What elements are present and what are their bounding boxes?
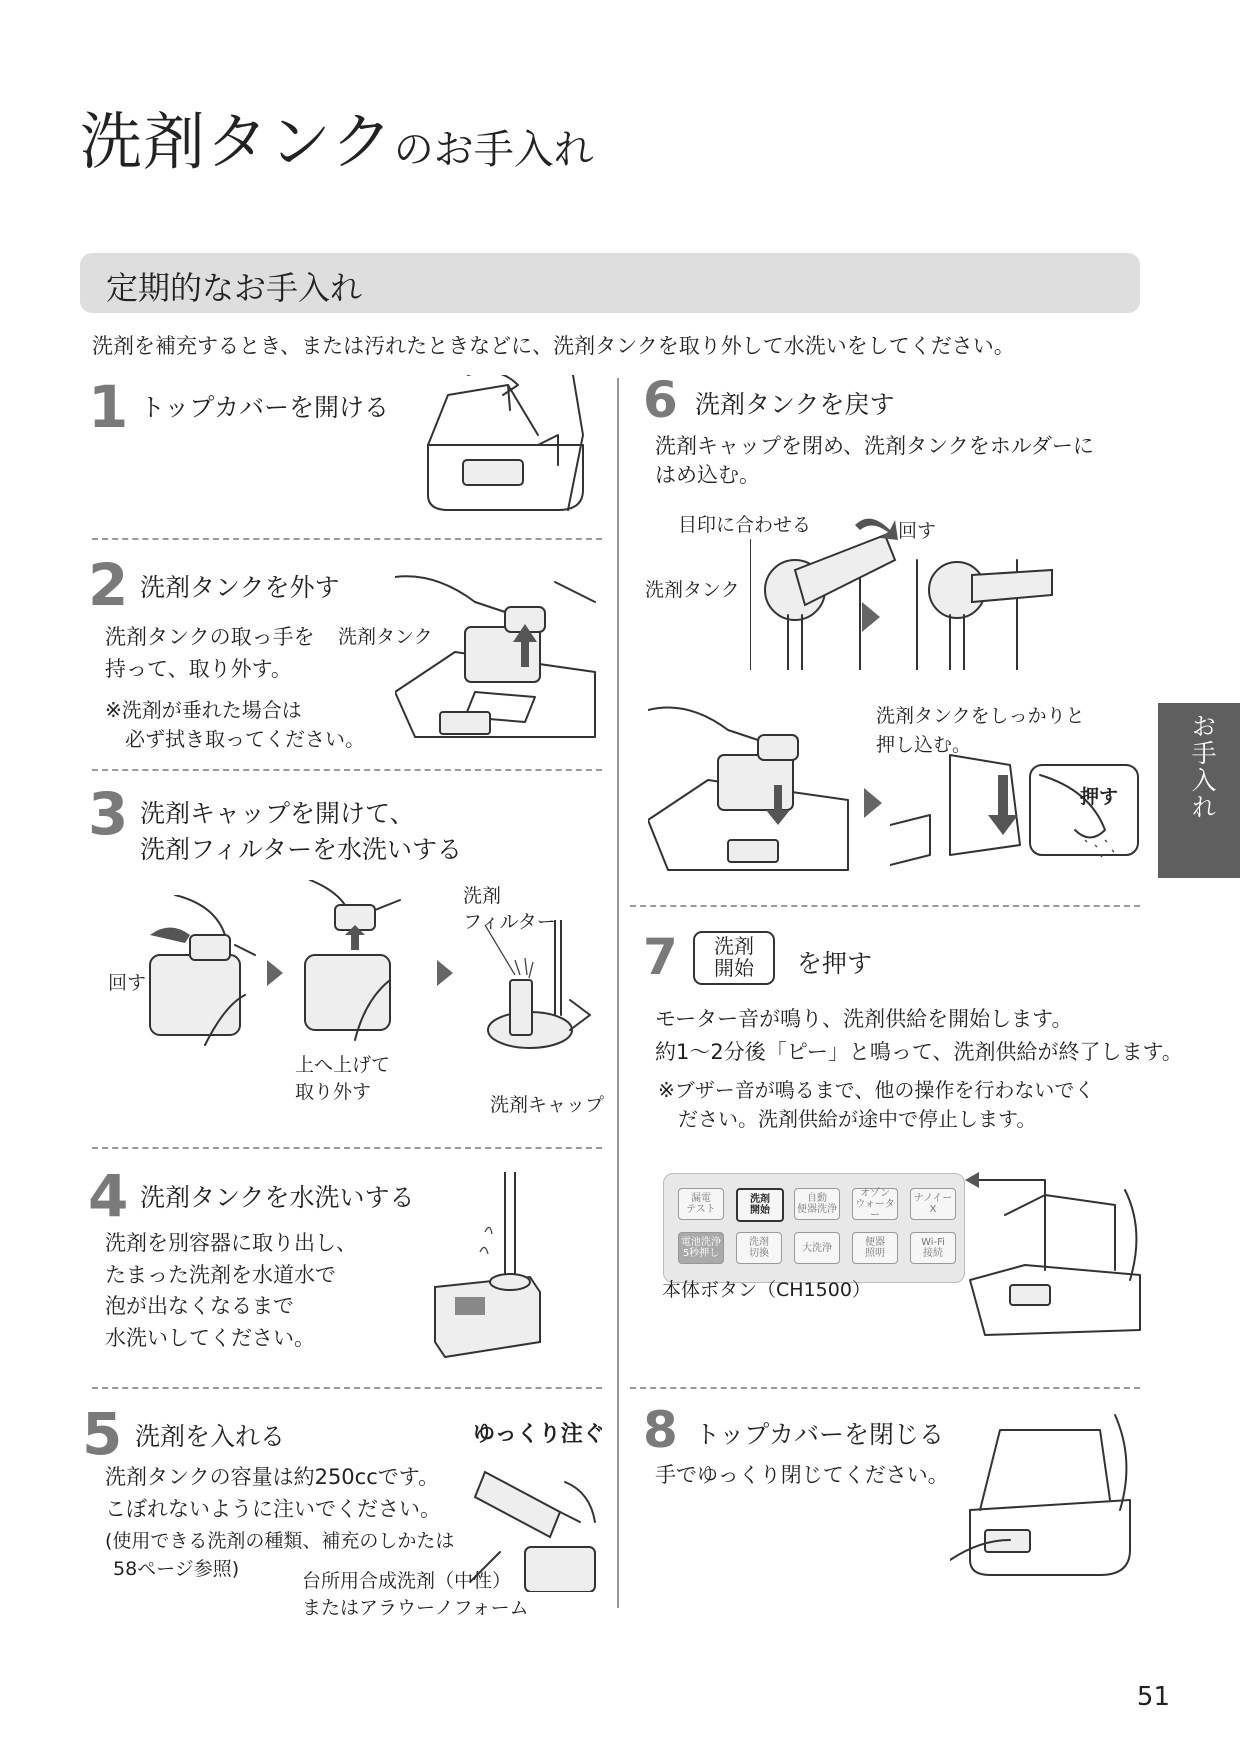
step-6-body-line: 洗剤キャップを閉め、洗剤タンクをホルダーに	[655, 434, 1094, 458]
step-7-note	[658, 1076, 1094, 1134]
panel-button-battery-flush: 電池洗浄 5秒押し	[678, 1232, 724, 1264]
step-3-label-lift-line: 取り外す	[295, 1080, 372, 1103]
step-1-title: トップカバーを開ける	[140, 393, 390, 422]
divider	[92, 1147, 602, 1149]
panel-caption: 本体ボタン（CH1500）	[662, 1279, 871, 1301]
step-5-label-detergent-line: 台所用合成洗剤（中性）	[302, 1570, 512, 1592]
illustration-lift-cap	[295, 880, 410, 1050]
detergent-start-key	[693, 931, 775, 985]
illustration-toilet-panel	[965, 1170, 1145, 1340]
step-3-label-lift-line: 上へ上げて	[295, 1054, 391, 1076]
step-6-label-push-in-line: 押し込む。	[876, 734, 972, 757]
step-3-label-filter-line: フィルター	[463, 910, 556, 933]
step-3-title-line: 洗剤フィルターを水洗いする	[140, 835, 463, 865]
step-4-body-line: たまった洗剤を水道水で	[105, 1262, 336, 1287]
panel-button-nanoe-x: ナノイーX	[910, 1188, 956, 1220]
illustration-insert-tank	[648, 700, 853, 875]
step-6-label-turn: 回す	[898, 520, 937, 542]
step-6-body	[655, 432, 1094, 491]
illustration-open-cover	[408, 375, 598, 525]
step-4-title: 洗剤タンクを水洗いする	[140, 1183, 415, 1212]
step-6-label-push: 押す	[1080, 786, 1119, 808]
panel-button-detergent-start: 洗剤 開始	[736, 1188, 784, 1222]
step-5-body-line: こぼれないように注いでください。	[105, 1496, 441, 1521]
detergent-start-key-line: 洗剤	[714, 934, 754, 958]
step-7-body	[655, 1003, 1183, 1068]
page-title-sub: のお手入れ	[393, 127, 594, 173]
step-5-label-detergent-line: またはアラウーノフォーム	[302, 1596, 529, 1619]
step-2-number: 2	[88, 551, 129, 619]
step-1-number: 1	[88, 373, 129, 441]
step-5-title: 洗剤を入れる	[135, 1422, 286, 1451]
step-6-label-tank: 洗剤タンク	[645, 579, 740, 601]
step-6-title: 洗剤タンクを戻す	[695, 390, 895, 419]
illustration-cap-closed	[912, 540, 1057, 670]
step-8-body: 手でゆっくり閉じてください。	[655, 1463, 949, 1487]
step-4-number: 4	[88, 1162, 129, 1230]
divider	[92, 1387, 602, 1389]
divider	[630, 905, 1140, 907]
illustration-turn-cap	[145, 895, 260, 1060]
step-5-body-line: 洗剤タンクの容量は約250ccです。	[105, 1465, 440, 1489]
section-title: 定期的なお手入れ	[106, 269, 363, 307]
step-2-note-line: ※洗剤が垂れた場合は	[105, 698, 302, 722]
step-5-note-line: (使用できる洗剤の種類、補充のしかたは	[105, 1530, 455, 1552]
step-7-note-line: ださい。洗剤供給が途中で停止します。	[678, 1107, 1037, 1131]
step-6-label-push-in-line: 洗剤タンクをしっかりと	[876, 705, 1085, 727]
section-banner	[80, 253, 1140, 313]
step-3-label-filter-line: 洗剤	[463, 885, 502, 907]
panel-button-leak-test: 漏電 テスト	[678, 1188, 724, 1220]
step-7-number: 7	[643, 928, 678, 986]
page-title-main: 洗剤タンク	[80, 105, 394, 178]
step-4-body-line: 水洗いしてください。	[105, 1325, 315, 1350]
step-6-label-align: 目印に合わせる	[678, 514, 812, 536]
arrow-right-icon	[860, 600, 882, 634]
step-8-number: 8	[643, 1401, 678, 1459]
illustration-wash-filter	[475, 920, 600, 1060]
step-2-label-tank: 洗剤タンク	[338, 626, 433, 648]
control-panel	[663, 1173, 965, 1283]
step-3-title	[140, 796, 462, 869]
illustration-remove-tank	[395, 572, 600, 752]
illustration-cap-align	[750, 510, 900, 670]
arrow-right-icon	[265, 958, 285, 988]
step-7-note-line: ※ブザー音が鳴るまで、他の操作を行わないでく	[658, 1078, 1095, 1102]
step-3-number: 3	[88, 780, 129, 848]
step-2-note-line: 必ず拭き取ってください。	[125, 727, 365, 751]
divider	[92, 538, 602, 540]
step-5-note-line: 58ページ参照)	[113, 1557, 240, 1580]
panel-button-ozone-water: オゾン ウォーター	[852, 1188, 898, 1220]
step-6-body-line: はめ込む。	[655, 463, 760, 488]
step-2-body-line: 洗剤タンクの取っ手を	[105, 625, 315, 649]
step-5-label-detergent	[302, 1568, 529, 1621]
side-tab-care	[1158, 703, 1240, 878]
illustration-push-tank	[890, 745, 1140, 875]
side-tab-label: お手入れ	[1188, 713, 1217, 821]
page-number: 51	[1136, 1682, 1170, 1712]
panel-button-detergent-switch: 洗剤 切換	[736, 1232, 782, 1264]
divider	[92, 769, 602, 771]
step-6-number: 6	[643, 371, 678, 429]
step-4-body-line: 泡が出なくなるまで	[105, 1294, 294, 1318]
step-2-note	[105, 696, 365, 754]
divider	[630, 1387, 1140, 1389]
detergent-start-key-line: 開始	[714, 956, 754, 980]
panel-button-auto-flush: 自動 便器洗浄	[794, 1188, 840, 1220]
step-7-title: を押す	[797, 949, 873, 978]
step-3-label-cap: 洗剤キャップ	[490, 1094, 605, 1116]
step-7-body-line: モーター音が鳴り、洗剤供給を開始します。	[655, 1007, 1073, 1031]
page-title	[80, 92, 594, 181]
step-2-body	[105, 622, 315, 685]
step-4-body	[105, 1228, 357, 1354]
intro-text: 洗剤を補充するとき、または汚れたときなどに、洗剤タンクを取り外して水洗いをしてください。	[92, 334, 1015, 358]
illustration-close-cover	[950, 1410, 1140, 1580]
step-3-label-lift	[295, 1052, 390, 1105]
step-4-body-line: 洗剤を別容器に取り出し、	[105, 1231, 357, 1255]
step-3-label-turn: 回す	[108, 972, 147, 994]
illustration-wash-tank	[430, 1172, 550, 1367]
step-8-title: トップカバーを閉じる	[695, 1420, 945, 1449]
step-2-title: 洗剤タンクを外す	[140, 573, 340, 602]
panel-button-bowl-light: 便器 照明	[852, 1232, 898, 1264]
arrow-right-icon	[435, 958, 455, 988]
step-3-title-line: 洗剤キャップを開けて、	[140, 799, 415, 828]
column-divider	[617, 378, 619, 1608]
step-5-body	[105, 1462, 441, 1525]
step-7-body-line: 約1～2分後「ピー」と鳴って、洗剤供給が終了します。	[655, 1039, 1183, 1064]
step-5-label-pour: ゆっくり注ぐ	[473, 1422, 605, 1447]
step-2-body-line: 持って、取り外す。	[105, 656, 292, 681]
panel-button-big-flush: 大洗浄	[794, 1232, 840, 1264]
step-5-number: 5	[82, 1400, 123, 1468]
panel-button-wifi: Wi-Fi 接続	[910, 1232, 956, 1264]
arrow-right-icon	[862, 786, 884, 820]
